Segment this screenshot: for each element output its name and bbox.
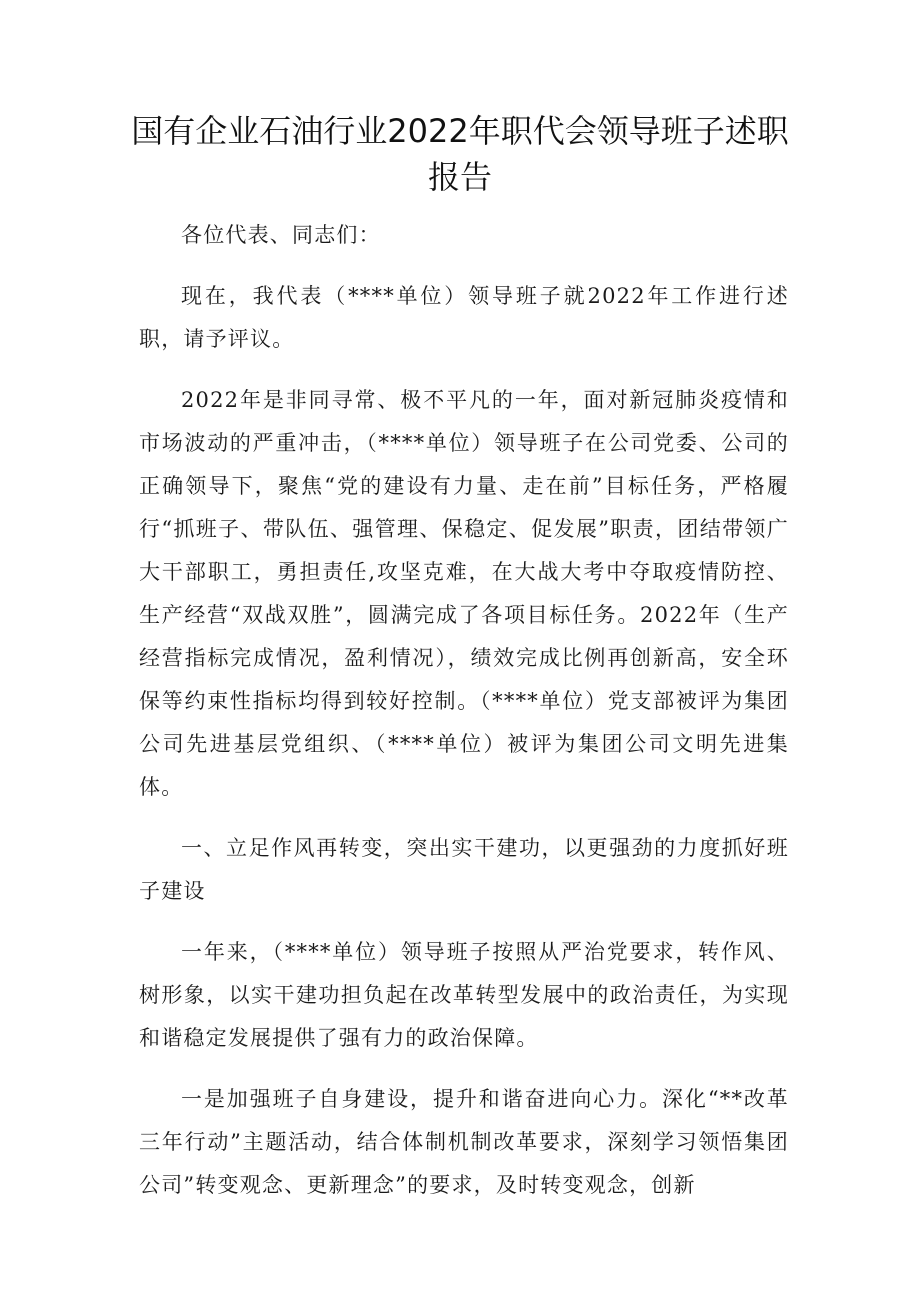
document-title: 国有企业石油行业2022年职代会领导班子述职报告 — [131, 112, 789, 196]
section-heading-1: 一、立足作风再转变，突出实干建功，以更强劲的力度抓好班子建设 — [139, 836, 789, 903]
paragraph-point-1: 一是加强班子自身建设，提升和谐奋进向心力。深化“**改革三年行动”主题活动，结合体制机制改革要求，深刻学习领悟集团公司”转变观念、更新理念”的要求，及时转变观念，创新 — [139, 1087, 789, 1197]
paragraph-section-1-summary: 一年来，（****单位）领导班子按照从严治党要求，转作风、树形象，以实干建功担负起在改革转型发展中的政治责任，为实现和谐稳定发展提供了强有力的政治保障。 — [139, 940, 789, 1050]
paragraph-intro: 现在，我代表（****单位）领导班子就2022年工作进行述职，请予评议。 — [139, 284, 789, 351]
paragraph-salutation: 各位代表、同志们： — [181, 223, 381, 247]
paragraph-overview: 2022年是非同寻常、极不平凡的一年，面对新冠肺炎疫情和市场波动的严重冲击，（****单位）领导班子在公司党委、公司的正确领导下，聚焦“党的建设有力量、走在前”目标任务，严格履行“抓班子、带队伍、强管理、保稳定、促发展”职责，团结带领广大干部职工，勇担责任,攻坚克难，在大战大考中夺取疫情防控、生产经营“双战双胜”，圆满完成了各项目标任务。2022年（生产经营指标完成情况，盈利情况），绩效完成比例再创新高，安全环保等约束性指标均得到较好控制。（****单位）党支部被评为集团公司先进基层党组织、（****单位）被评为集团公司文明先进集体。 — [139, 388, 789, 799]
document-body — [139, 214, 789, 1225]
